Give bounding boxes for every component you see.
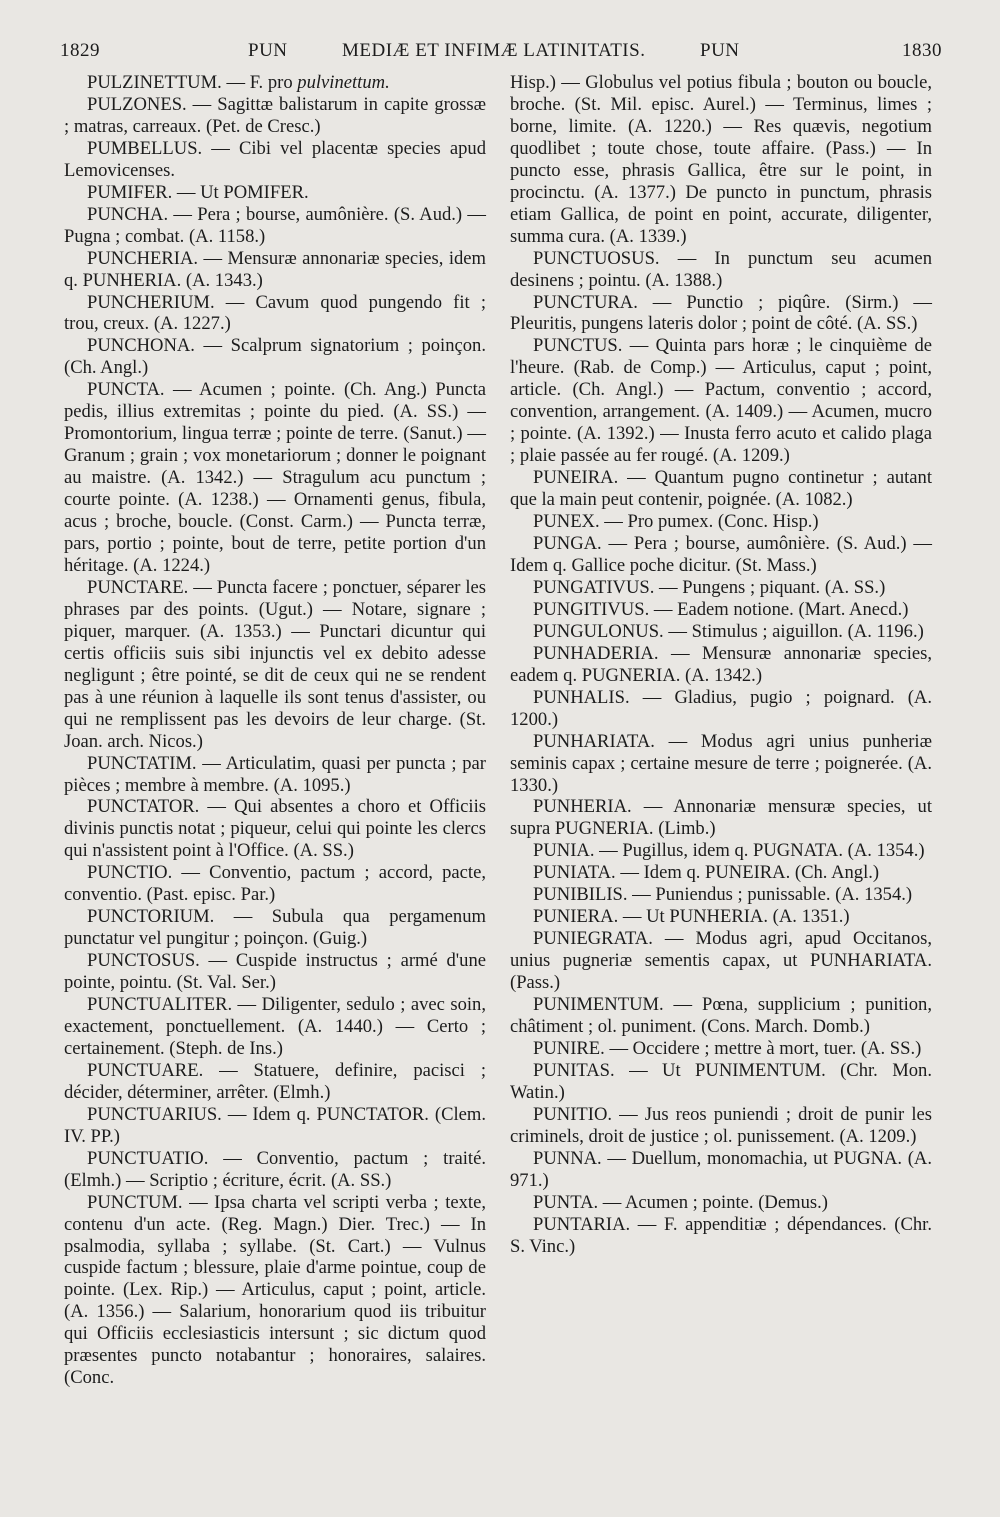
dictionary-entry: PUNCHA. — Pera ; bourse, aumônière. (S. Aud.) — Pugna ; combat. (A. 1158.) (64, 203, 486, 247)
dictionary-entry: PUNCTUS. — Quinta pars horæ ; le cinquième de l'heure. (Rab. de Comp.) — Articulus, caput ; point, article. (Ch. Angl.) — Pactum, conventio ; accord, convention, arrangement. (A. 1409.) — Acumen, mucro ; pointe. (A. 1392.) — Inusta ferro acuto et calido plaga ; plaie passée au fer rougé. (A. 1209.) (510, 335, 932, 467)
dictionary-entry: PUNCTORIUM. — Subula qua pergamenum punctatur vel pungitur ; poinçon. (Guig.) (64, 906, 486, 950)
dictionary-entry: PUNCTUALITER. — Diligenter, sedulo ; avec soin, exactement, ponctuellement. (A. 1440.) — Certo ; certainement. (Steph. de Ins.) (64, 994, 486, 1059)
dictionary-entry: PUNCTA. — Acumen ; pointe. (Ch. Ang.) Puncta pedis, illius extremitas ; pointe du pied. (A. SS.) — Promontorium, lingua terræ ; pointe de terre. (Sanut.) — Granum ; grain ; vox monetariorum ; donner le poignant au maistre. (A. 1342.) — Stragulum acu punctum ; courte pointe. (A. 1238.) — Ornamenti genus, fibula, acus ; broche, boucle. (Const. Carm.) — Puncta terræ, pars, portio ; pointe, bout de terre, petite portion d'un héritage. (A. 1224.) (64, 379, 486, 576)
dictionary-entry: PUNIERA. — Ut PUNHERIA. (A. 1351.) (533, 906, 850, 928)
dictionary-entry: PUNHADERIA. — Mensuræ annonariæ species, eadem q. PUGNERIA. (A. 1342.) (510, 642, 932, 686)
dictionary-entry: PULZONES. — Sagittæ balistarum in capite grossæ ; matras, carreaux. (Pet. de Cresc.) (64, 93, 486, 137)
dictionary-entry: PUNEX. — Pro pumex. (Conc. Hisp.) (533, 511, 819, 533)
dictionary-entry: PUNNA. — Duellum, monomachia, ut PUGNA. (A. 971.) (510, 1147, 932, 1191)
dictionary-entry: PUNCTOSUS. — Cuspide instructus ; armé d'une pointe, pointu. (St. Val. Ser.) (64, 950, 486, 994)
running-title: MEDIÆ ET INFIMÆ LATINITATIS. (342, 40, 646, 61)
dictionary-entry: PUNIEGRATA. — Modus agri, apud Occitanos, unius pugneriæ sementis capax, ut PUNHARIATA. (Pass.) (510, 928, 932, 994)
page-header (60, 40, 942, 70)
dictionary-entry: PUNIA. — Pugillus, idem q. PUGNATA. (A. 1354.) (533, 840, 925, 862)
dictionary-entry: Hisp.) — Globulus vel potius fibula ; bouton ou boucle, broche. (St. Mil. episc. Aurel.) — Terminus, limes ; borne, limite. (A. 1220.) — Res quævis, negotium quodlibet ; toute chose, toute affaire. (Pass.) — In puncto esse, phrasis Gallica, être sur le point, in procinctu. (A. 1377.) De puncto in punctum, phrasis etiam Gallica, de point en point, accurate, diligenter, summa cura. (A. 1339.) (510, 72, 932, 247)
dictionary-entry: PUNHALIS. — Gladius, pugio ; poignard. (A. 1200.) (510, 686, 932, 730)
dictionary-entry: PUNCTATIM. — Articulatim, quasi per puncta ; par pièces ; membre à membre. (A. 1095.) (64, 752, 486, 796)
page-number-left: 1829 (60, 40, 100, 61)
dictionary-entry: PUMBELLUS. — Cibi vel placentæ species apud Lemovicenses. (64, 137, 486, 181)
dictionary-entry: PUNCHONA. — Scalprum signatorium ; poinçon. (Ch. Angl.) (64, 335, 486, 379)
dictionary-entry: PUNCHERIUM. — Cavum quod pungendo fit ; trou, creux. (A. 1227.) (64, 291, 486, 335)
dictionary-entry: PUNCTUOSUS. — In punctum seu acumen desinens ; pointu. (A. 1388.) (510, 247, 932, 291)
dictionary-entry: PUNITIO. — Jus reos puniendi ; droit de punir les criminels, droit de justice ; ol. punissement. (A. 1209.) (510, 1103, 932, 1147)
dictionary-entry: PUMIFER. — Ut POMIFER. (87, 181, 309, 203)
dictionary-entry: PUNCTUARIUS. — Idem q. PUNCTATOR. (Clem. IV. PP.) (64, 1103, 486, 1147)
dictionary-entry: PULZINETTUM. — F. pro pulvinettum. (87, 72, 390, 93)
page-number-right: 1830 (902, 40, 942, 61)
header-guide-word-left: PUN (248, 40, 288, 61)
header-guide-word-right: PUN (700, 40, 740, 61)
dictionary-entry: PUNCTIO. — Conventio, pactum ; accord, pacte, conventio. (Past. episc. Par.) (64, 862, 486, 906)
dictionary-entry: PUNCTUATIO. — Conventio, pactum ; traité. (Elmh.) — Scriptio ; écriture, écrit. (A. SS.) (64, 1147, 486, 1191)
dictionary-entry: PUNCTUM. — Ipsa charta vel scripti verba ; texte, contenu d'un acte. (Reg. Magn.) Dier. Trec.) — In psalmodia, syllaba ; syllabe. (St. Cart.) — Vulnus cuspide factum ; blessure, plaie d'arme pointue, coup de pointe. (Lex. Rip.) — Articulus, caput ; point, article. (A. 1356.) — Salarium, honorarium quod iis tribuitur qui Officiis ecclesiasticis intersunt ; sic dictum quod præsentes puncto notabantur ; honoraires, salaires. (Conc. (64, 1191, 486, 1389)
dictionary-entry: PUNIMENTUM. — Pœna, supplicium ; punition, châtiment ; ol. puniment. (Cons. March. Domb.) (510, 994, 932, 1037)
dictionary-entry: PUNIATA. — Idem q. PUNEIRA. (Ch. Angl.) (533, 862, 880, 884)
dictionary-entry: PUNTARIA. — F. appenditiæ ; dépendances. (Chr. S. Vinc.) (510, 1213, 932, 1257)
dictionary-entry: PUNITAS. — Ut PUNIMENTUM. (Chr. Mon. Watin.) (510, 1059, 932, 1103)
dictionary-entry: PUNGITIVUS. — Eadem notione. (Mart. Anecd.) (533, 598, 909, 620)
dictionary-entry: PUNHARIATA. — Modus agri unius punheriæ seminis capax ; certaine mesure de terre ; poignerée. (A. 1330.) (510, 730, 932, 796)
left-column (64, 72, 486, 1389)
dictionary-entry: PUNCTARE. — Puncta facere ; ponctuer, séparer les phrases par des points. (Ugut.) — Notare, signare ; piquer, marquer. (A. 1353.) — Punctari dicuntur qui certis officiis suis sibi injunctis vel ex debito adesse negligunt ; être pointé, se dit de ceux qui ne se rendent pas à une réunion à laquelle ils sont tenus d'assister, ou qui ne remplissent pas les devoirs de leur charge. (St. Joan. arch. Nicos.) (64, 576, 486, 752)
dictionary-entry: PUNCTATOR. — Qui absentes a choro et Officiis divinis punctis notat ; piqueur, celui qui pointe les clercs qui n'assistent point à l'Office. (A. SS.) (64, 796, 486, 862)
dictionary-entry: PUNCHERIA. — Mensuræ annonariæ species, idem q. PUNHERIA. (A. 1343.) (64, 247, 486, 291)
dictionary-entry: PUNIBILIS. — Puniendus ; punissable. (A. 1354.) (533, 884, 913, 906)
dictionary-entry: PUNIRE. — Occidere ; mettre à mort, tuer. (A. SS.) (533, 1037, 922, 1059)
dictionary-entry: PUNTA. — Acumen ; pointe. (Demus.) (533, 1191, 828, 1213)
right-column (510, 72, 932, 1257)
dictionary-entry: PUNHERIA. — Annonariæ mensuræ species, ut supra PUGNERIA. (Limb.) (510, 796, 932, 840)
dictionary-entry: PUNEIRA. — Quantum pugno continetur ; autant que la main peut contenir, poignée. (A. 1082.) (510, 467, 932, 511)
dictionary-entry: PUNGATIVUS. — Pungens ; piquant. (A. SS.) (533, 576, 886, 598)
dictionary-entry: PUNCTURA. — Punctio ; piqûre. (Sirm.) — Pleuritis, pungens lateris dolor ; point de côté. (A. SS.) (510, 291, 932, 335)
dictionary-entry: PUNGA. — Pera ; bourse, aumônière. (S. Aud.) — Idem q. Gallice poche dicitur. (St. Mass.) (510, 533, 932, 576)
dictionary-entry: PUNCTUARE. — Statuere, definire, pacisci ; décider, déterminer, arrêter. (Elmh.) (64, 1059, 486, 1103)
dictionary-entry: PUNGULONUS. — Stimulus ; aiguillon. (A. 1196.) (533, 620, 924, 642)
